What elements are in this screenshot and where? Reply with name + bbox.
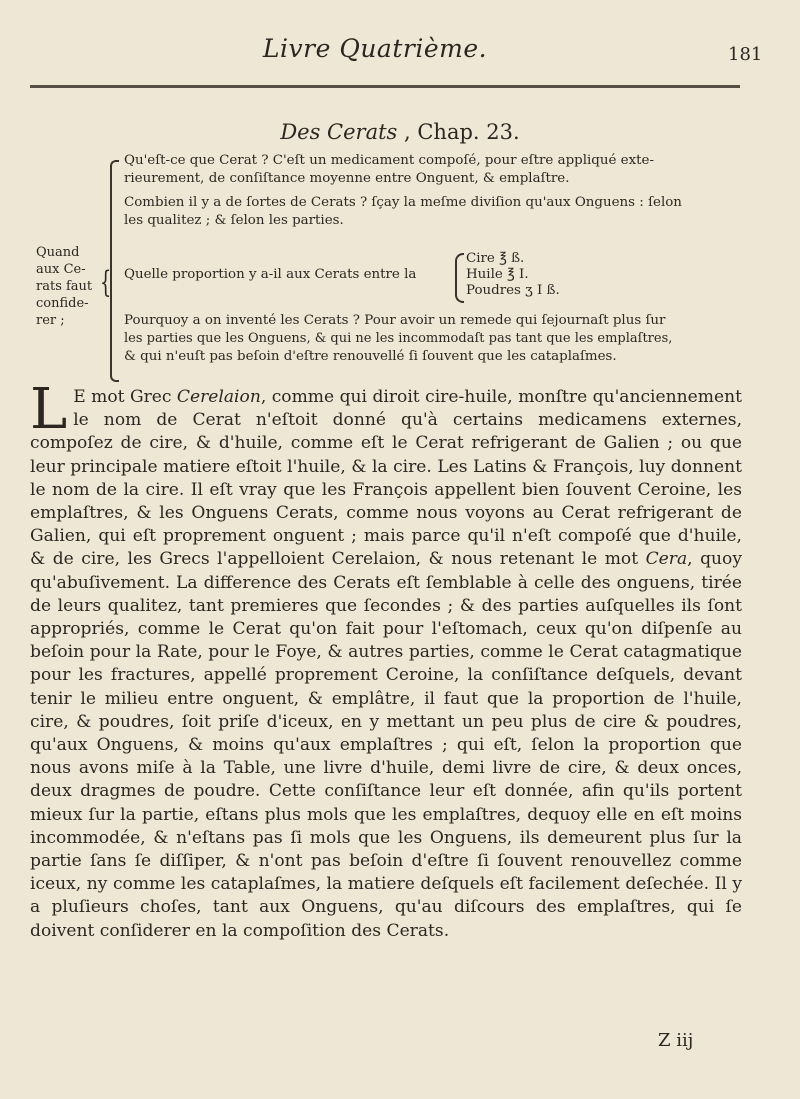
greek-term: Cerelaion bbox=[176, 387, 261, 407]
header-rule bbox=[30, 85, 740, 88]
ingredient-powders: Poudres ʒ I ß. bbox=[466, 283, 560, 298]
body-text bbox=[30, 377, 742, 943]
synopsis-line: rieurement, de conſiſtance moyenne entre Onguent, & emplaſtre. bbox=[124, 171, 570, 186]
synopsis-line: Combien il y a de ſortes de Cerats ? ſçay la meſme diviſion qu'aux Onguens : ſelon bbox=[124, 195, 682, 210]
body-text-start: E mot Grec bbox=[73, 387, 177, 407]
chapter-synopsis bbox=[0, 150, 800, 380]
synopsis-line: Qu'eſt-ce que Cerat ? C'eſt un medicament compoſé, pour eſtre appliqué exte- bbox=[124, 153, 654, 168]
marginal-note-line: confide- bbox=[36, 296, 89, 311]
running-head-title: Livre Quatrième. bbox=[262, 34, 488, 63]
marginal-note-line: rats faut bbox=[36, 279, 93, 294]
ingredient-oil: Huile ℥ I. bbox=[466, 267, 529, 282]
body-text-part-2: , quoy qu'abuſivement. La difference des Cerats eſt ſemblable à celle des onguens, tirée de leurs qualitez, tant premieres que ſecondes ; & des parties auſquelles ils ſont appropriés, comme le Cerat qu'on fait pour l'eſtomach, ceux qu'on diſpenſe au beſoin pour la Rate, pour le Foye, & autres parties, comme le Cerat catagmatique pour les fractures, appellé proprement Ceroine, la conſiſtance deſquels, devant tenir le milieu entre onguent, & emplâtre, il faut que la proportion de l'huile, cire, & poudres, ſoit priſe d'iceux, en y mettant un peu plus de cire & poudres, qu'aux Onguens, & moins qu'aux emplaſtres ; qui eſt, ſelon la proportion que nous avons miſe à la Table, une livre d'huile, demi livre de cire, & deux onces, deux dragmes de poudre. Cette conſiſtance leur eſt donnée, afin qu'ils portent mieux ſur la partie, eſtans plus mols que les emplaſtres, dequoy elle en eſt moins incommodée, & n'eſtans pas ſi mols que les Onguens, ils demeurent plus ſur la partie ſans ſe diſſiper, & n'ont pas beſoin d'eſtre ſi ſouvent renouvellez comme iceux, ny comme les cataplaſmes, la matiere deſquels eſt facilement deſechée. Il y a pluſieurs choſes, tant aux Onguens, qu'au diſcours des emplaſtres, qui ſe doivent conſiderer en la compoſition des Cerats. bbox=[30, 549, 742, 941]
marginal-note bbox=[36, 244, 92, 329]
chapter-title-suffix: , Chap. 23. bbox=[404, 120, 520, 144]
chapter-title-prefix: Des Cerats bbox=[280, 120, 398, 144]
latin-term: Cera bbox=[645, 549, 688, 570]
marginal-note-line: aux Ce- bbox=[36, 262, 86, 277]
body-text-part-1: , comme qui diroit cire-huile, monſtre qu'anciennement le nom de Cerat n'eſtoit donné qu'à certains medicamens externes, compoſez de cire, & d'huile, comme eſt le Cerat refrigerant de Galien ; ou que leur principale matiere eſtoit l'huile, & la cire. Les Latins & François, luy donnent le nom de la cire. Il eſt vray que les François appellent bien ſouvent Ceroine, les emplaſtres, & les Onguens Cerats, comme nous voyons au Cerat refrigerant de Galien, qui eſt proprement onguent ; mais parce qu'il n'eſt compoſé que d'huile, & de cire, les Grecs l'appelloient Cerelaion, & nous retenant le mot bbox=[30, 387, 742, 570]
chapter-title bbox=[0, 120, 800, 144]
ingredient-wax: Cire ℥ ß. bbox=[466, 251, 525, 266]
synopsis-line: les parties que les Onguens, & qui ne les incommodaſt pas tant que les emplaſtres, bbox=[124, 331, 673, 346]
drop-cap: L bbox=[30, 377, 68, 442]
synopsis-bracket bbox=[110, 160, 119, 382]
body-paragraph bbox=[30, 377, 742, 943]
synopsis-line: Quelle proportion y a-il aux Cerats entre la bbox=[124, 267, 417, 282]
marginal-note-line: Quand bbox=[36, 245, 80, 260]
marginal-brace: { bbox=[99, 265, 112, 300]
ingredients-brace bbox=[455, 253, 464, 303]
synopsis-line: Pourquoy a on inventé les Cerats ? Pour avoir un remede qui ſejournaſt plus ſur bbox=[124, 313, 666, 328]
signature-mark: Z iij bbox=[658, 1030, 694, 1051]
running-head bbox=[0, 30, 800, 70]
synopsis-line: & qui n'euſt pas beſoin d'eſtre renouvellé ſi ſouvent que les cataplaſmes. bbox=[124, 349, 617, 364]
marginal-note-line: rer ; bbox=[36, 313, 65, 328]
synopsis-line: les qualitez ; & ſelon les parties. bbox=[124, 213, 344, 228]
page-number: 181 bbox=[728, 44, 763, 65]
